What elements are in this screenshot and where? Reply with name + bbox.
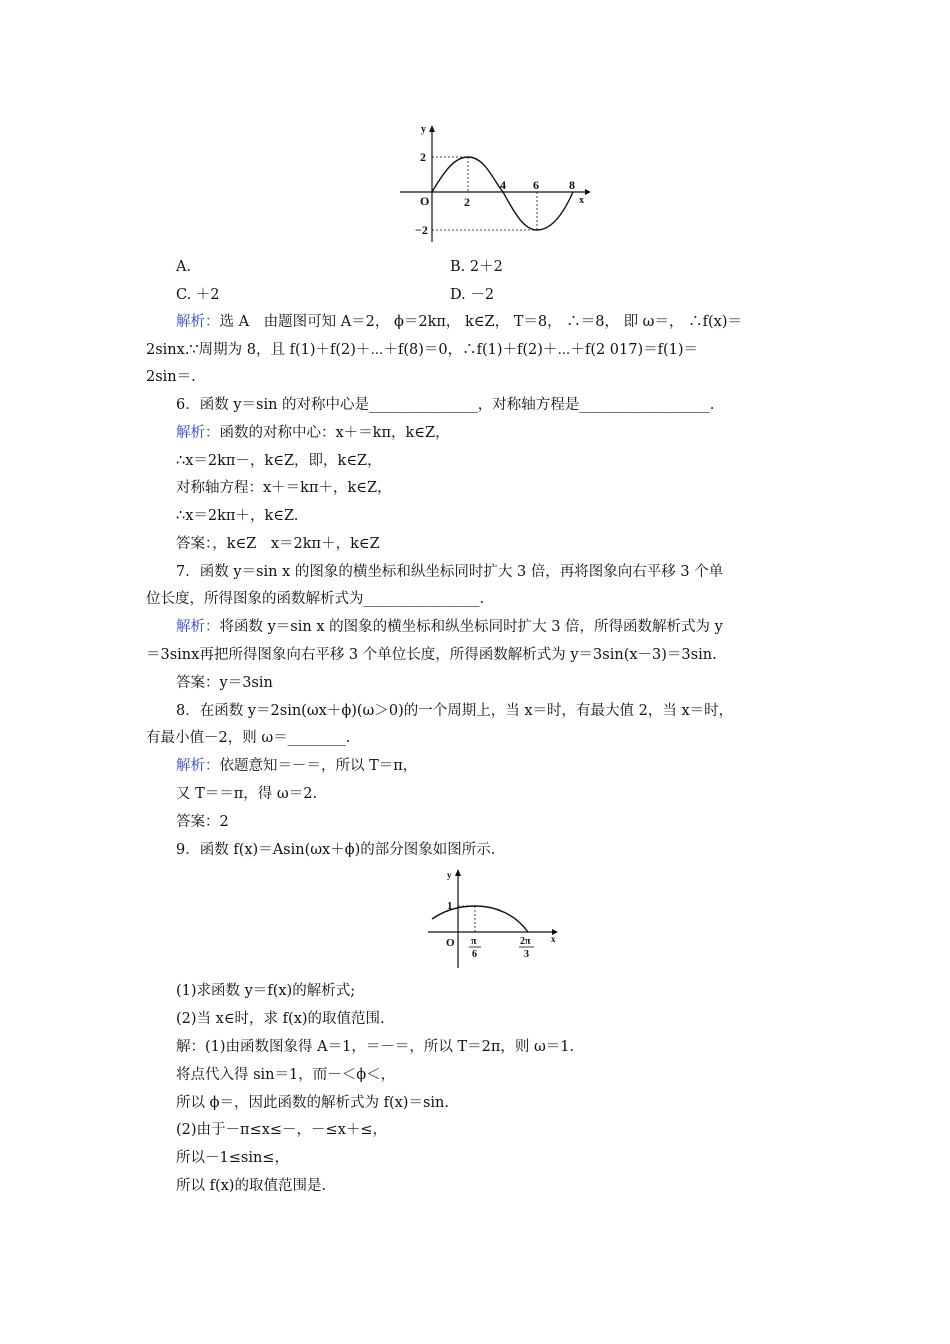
q9-line: 将点代入得 sin＝1，而－＜ϕ＜， [176,1067,396,1083]
q6-explanation-line: ∴x＝2kπ－，k∈Z，即，k∈Z， [176,453,382,469]
y-tick-neg2: −2 [415,223,428,237]
q6-explanation-line: 对称轴方程：x＋＝kπ＋，k∈Z， [176,480,392,496]
y-axis-label: y [447,870,452,880]
q8-stem-line: 8．在函数 y＝2sin(ωx＋ϕ)(ω＞0)的一个周期上，当 x＝时，有最大值 2，当 x＝时， [176,703,734,719]
q9-line: (2)当 x∈时，求 f(x)的取值范围. [176,1011,385,1027]
jiexi-label: 解析： [176,758,220,774]
option-c: C. ＋2 [176,287,220,303]
origin-label: O [420,194,430,208]
q9-line: 解：(1)由函数图象得 A＝1，＝－＝，所以 T＝2π，则 ω＝1. [176,1039,575,1055]
option-d: D. －2 [450,287,495,303]
q9-line: 所以－1≤sin≤， [176,1150,289,1166]
x-tick-2pi-3-den: 3 [524,949,529,960]
sine-curve [432,157,573,230]
q8-explanation-line: 又 T＝＝π，得 ω＝2. [176,786,318,802]
jiexi-label: 解析： [176,619,220,635]
x-tick-2pi-3-num: 2π [520,936,531,947]
sine-graph-2 [420,866,570,971]
q6-answer: 答案：，k∈Z x＝2kπ＋，k∈Z [176,536,380,552]
x-tick-2: 2 [464,195,470,209]
x-tick-pi-6-den: 6 [472,949,477,960]
x-axis-label: x [579,195,584,206]
x-tick-8: 8 [569,178,575,192]
option-a: A. [176,259,192,275]
q8-explanation-line: 解析：依题意知＝－＝，所以 T＝π， [176,758,418,774]
q7-stem-line: 位长度，所得图象的函数解析式为________________. [146,591,485,607]
q9-line: 所以 ϕ＝，因此函数的解析式为 f(x)＝sin. [176,1095,449,1111]
y-tick-2: 2 [420,150,426,164]
x-axis-label: x [551,934,556,944]
q7-explanation-line: 解析：将函数 y＝sin x 的图象的横坐标和纵坐标同时扩大 3 倍，所得函数解析式为 y [176,619,723,635]
jiexi-label: 解析： [176,425,220,441]
q8-stem-line: 有最小值－2，则 ω＝________. [146,730,351,746]
q9-line: (2)由于－π≤x≤－，－≤x＋≤， [176,1122,388,1138]
q7-answer: 答案：y＝3sin [176,675,273,691]
option-b: B. 2＋2 [450,259,503,275]
origin-label: O [446,937,455,949]
q9-stem: 9．函数 f(x)＝Asin(ωx＋ϕ)的部分图象如图所示. [176,842,496,858]
q6-explanation-line: 解析：函数的对称中心：x＋＝kπ，k∈Z， [176,425,450,441]
y-tick-1: 1 [447,900,453,912]
q9-line: 所以 f(x)的取值范围是. [176,1178,327,1194]
q6-stem: 6．函数 y＝sin 的对称中心是_______________，对称轴方程是__________________. [176,397,715,413]
sine-graph-1 [395,120,595,250]
x-tick-6: 6 [533,178,539,192]
q5-explanation-line: 2sin＝. [146,369,196,385]
q6-explanation-line: ∴x＝2kπ＋，k∈Z. [176,508,299,524]
x-tick-pi-6-num: π [471,936,477,947]
x-tick-4: 4 [500,178,506,192]
jiexi-label: 解析： [176,314,220,330]
q5-explanation-line: 2sinx.∵周期为 8，且 f(1)＋f(2)＋⋯＋f(8)＝0，∴f(1)＋f(2)＋⋯＋f(2 017)＝f(1)＝ [146,342,699,358]
q7-stem-line: 7．函数 y＝sin x 的图象的横坐标和纵坐标同时扩大 3 倍，再将图象向右平移 3 个单 [176,564,724,580]
q7-explanation-line: ＝3sinx再把所得图象向右平移 3 个单位长度，所得函数解析式为 y＝3sin(x－3)＝3sin. [146,647,717,663]
q5-explanation-line: 解析：选 A 由题图可知 A＝2， ϕ＝2kπ， k∈Z， T＝8， ∴＝8， 即 ω＝， ∴f(x)＝ [176,314,742,330]
q8-answer: 答案：2 [176,814,229,830]
q9-line: (1)求函数 y＝f(x)的解析式; [176,983,356,999]
y-axis-label: y [421,124,426,135]
